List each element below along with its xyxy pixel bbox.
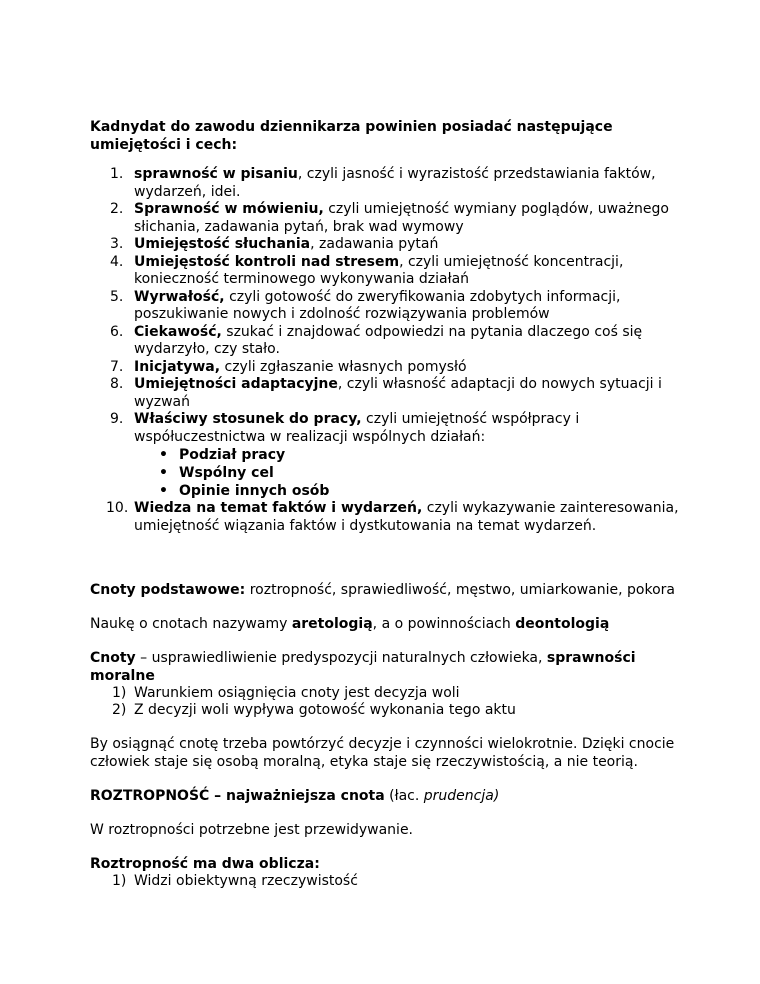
sub-list-item: • Podział pracy — [134, 446, 680, 464]
list-item: 8. Umiejętności adaptacyjne, czyli własność adaptacji do nowych sytuacji i wyzwań — [110, 376, 662, 410]
sub-list-item: • Opinie innych osób — [134, 482, 680, 500]
list-item: 10. Wiedza na temat faktów i wydarzeń, czyli wykazywanie zainteresowania, umiejętność wiązania faktów i dystkutowania na temat wydarzeń. — [106, 500, 679, 534]
list-item: 2) Z decyzji woli wypływa gotowość wykonania tego aktu — [112, 702, 516, 718]
list-item: 7. Inicjatywa, czyli zgłaszanie własnych pomysłó — [110, 358, 467, 375]
document-page — [90, 118, 680, 890]
two-faces-heading: Roztropność ma dwa oblicza: — [90, 856, 320, 872]
list-item: 1) Widzi obiektywną rzeczywistość — [112, 873, 358, 889]
conditions-list — [90, 685, 680, 719]
achieve-paragraph: By osiągnąć cnotę trzeba powtórzyć decyzje i czynności wielokrotnie. Dzięki cnocie człowiek staje się osobą moralną, etyka staje się rzeczywistością, a nie teorią. — [90, 736, 675, 770]
intro-heading: Kadnydat do zawodu dziennikarza powinien posiadać następujące umiejętości i cech: — [90, 119, 613, 153]
basic-virtues: Cnoty podstawowe: roztropność, sprawiedliwość, męstwo, umiarkowanie, pokora — [90, 582, 675, 598]
sub-list-item: • Wspólny cel — [134, 464, 680, 482]
list-item: 6. Ciekawość, szukać i znajdować odpowiedzi na pytania dlaczego coś się wydarzyło, czy stało. — [110, 323, 643, 357]
list-item: 1) Warunkiem osiągnięcia cnoty jest decyzja woli — [112, 685, 460, 701]
faces-list — [90, 873, 680, 890]
skills-list — [90, 166, 680, 535]
list-item: 3. Umiejęstość słuchania, zadawania pytań — [110, 236, 439, 252]
list-item: 9. Właściwy stosunek do pracy, czyli umiejętność współpracy i współuczestnictwa w realizacji wspólnych działań: • Podział pracy • Wspólny cel • Opinie innych osób — [90, 411, 680, 500]
list-item: 5. Wyrwałość, czyli gotowość do zweryfikowania zdobytych informacji, poszukiwanie nowych i zdolność rozwiązywania problemów — [110, 288, 621, 322]
list-item: 4. Umiejęstość kontroli nad stresem, czyli umiejętność koncentracji, konieczność terminowego wykonywania działań — [110, 253, 624, 287]
virtue-definition: Cnoty – usprawiedliwienie predyspozycji naturalnych człowieka, sprawności moralne — [90, 650, 636, 684]
prudence-heading: ROZTROPNOŚĆ – najważniejsza cnota (łac. prudencja) — [90, 788, 500, 804]
list-item: 1. sprawność w pisaniu, czyli jasność i wyrazistość przedstawiania faktów, wydarzeń, idei. — [110, 166, 656, 200]
list-item: 2. Sprawność w mówieniu, czyli umiejętność wymiany poglądów, uważnego słichania, zadawania pytań, brak wad wymowy — [110, 201, 669, 235]
virtue-science: Naukę o cnotach nazywamy aretologią, a o powinnościach deontologią — [90, 616, 610, 632]
foresight-paragraph: W roztropności potrzebne jest przewidywanie. — [90, 822, 414, 838]
work-attitude-sublist — [134, 446, 680, 500]
